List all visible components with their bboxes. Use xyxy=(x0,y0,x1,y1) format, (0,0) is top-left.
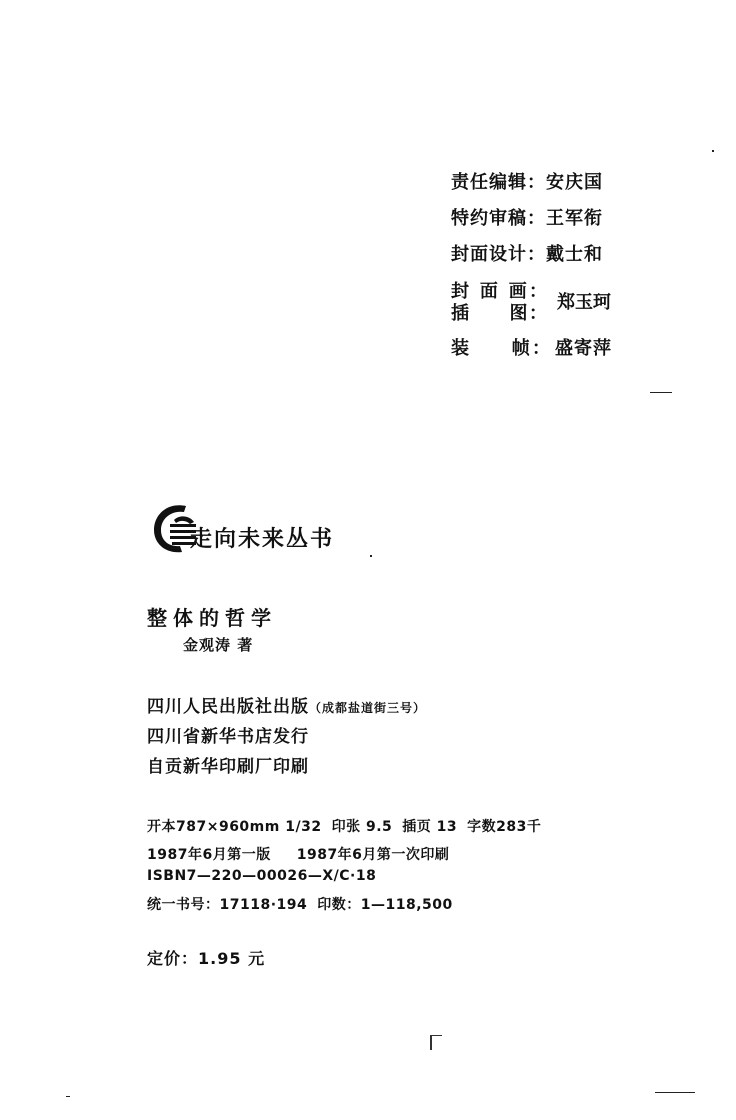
credit-label: 封 面 画： xyxy=(451,281,547,302)
spec-words: 字数283千 xyxy=(467,819,542,835)
spec-format-line xyxy=(147,816,541,836)
book-author: 金观涛 著 xyxy=(183,636,254,654)
credit-label: 装 帧： xyxy=(451,338,551,359)
scan-speck xyxy=(650,392,672,393)
scan-speck xyxy=(66,1096,70,1097)
publisher-address: （成都盐道街三号） xyxy=(309,701,427,715)
spec-book-number: 统一书号：17118·194 xyxy=(147,897,308,913)
printer: 自贡新华印刷厂印刷 xyxy=(147,757,309,777)
credit-value: 郑玉珂 xyxy=(557,292,611,313)
credit-editor xyxy=(451,168,603,194)
price-value: 1.95 元 xyxy=(198,949,266,968)
credit-value: 盛寄萍 xyxy=(555,338,612,359)
credit-value: 王军衔 xyxy=(546,208,603,229)
spec-edition: 1987年6月第一版 xyxy=(147,847,271,863)
spec-number-line xyxy=(147,894,453,914)
book-title: 整体的哲学 xyxy=(147,606,277,630)
scan-speck xyxy=(430,1035,442,1050)
spec-printing: 1987年6月第一次印刷 xyxy=(296,847,450,863)
distributor: 四川省新华书店发行 xyxy=(147,727,309,747)
credit-label: 责任编辑： xyxy=(451,172,546,193)
spec-print-run: 印数：1—118,500 xyxy=(317,897,453,913)
price-label: 定价： xyxy=(147,949,199,968)
credit-reviewer xyxy=(451,204,603,230)
series-name: 走向未来丛书 xyxy=(190,527,335,552)
credit-label: 插 图： xyxy=(451,303,547,324)
spec-edition-line xyxy=(147,844,449,864)
scan-speck xyxy=(370,555,372,557)
scan-speck xyxy=(655,1092,695,1093)
spec-sheets: 印张 9.5 xyxy=(331,819,393,835)
publisher-line xyxy=(147,692,426,717)
spec-isbn: ISBN7—220—00026—X/C·18 xyxy=(147,868,377,884)
spec-plates: 插页 13 xyxy=(402,819,458,835)
credit-value: 戴士和 xyxy=(546,244,603,265)
credit-value: 安庆国 xyxy=(546,172,603,193)
price xyxy=(147,946,265,969)
credit-label: 特约审稿： xyxy=(451,208,546,229)
credit-label: 封面设计： xyxy=(451,244,546,265)
spec-format: 开本787×960mm 1/32 xyxy=(147,819,322,835)
credit-binding xyxy=(451,334,612,360)
credit-cover-design xyxy=(451,240,603,266)
publisher: 四川人民出版社出版 xyxy=(147,697,309,717)
scan-speck xyxy=(712,150,714,152)
